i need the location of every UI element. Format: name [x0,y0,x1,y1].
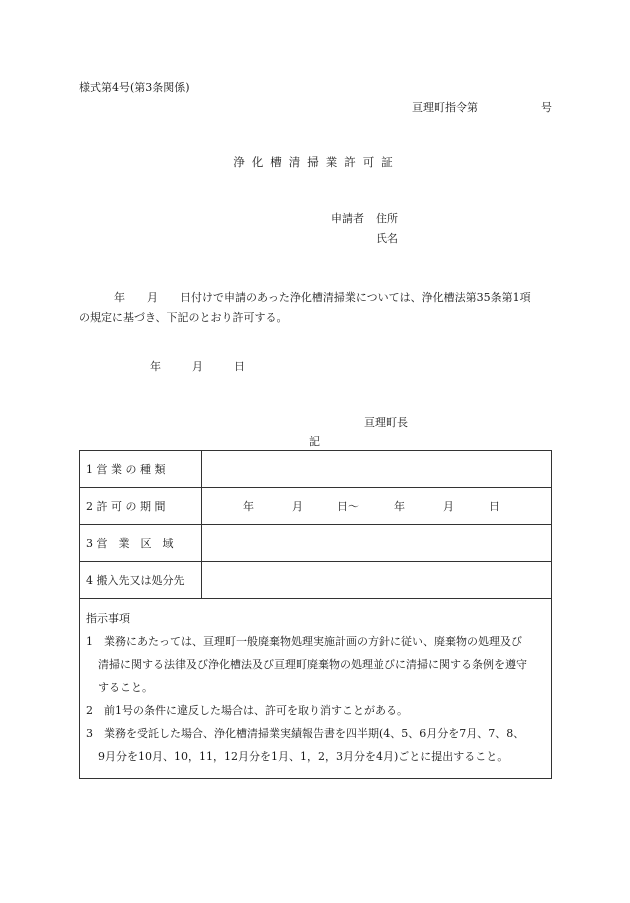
period-start-month: 月 [292,500,303,513]
instruction-line: 9月分を10月、10，11，12月分を1月、1，2，3月分を4月)ごとに提出すること。 [98,750,509,763]
permit-number-label: 亘理町指令第 [412,101,478,114]
body-text [79,288,551,328]
ki-label: 記 [309,435,320,448]
period-start-year: 年 [243,500,254,513]
issuer-label: 亘理町長 [364,416,408,429]
row-value-destination [202,562,551,598]
title-char: 槽 [270,155,286,169]
period-start-day: 日～ [337,500,359,513]
applicant-label: 申請者 [331,212,364,225]
title-char: 化 [251,155,268,169]
instructions-section [80,599,551,778]
title-char: 許 [344,155,360,169]
document-title [0,157,630,169]
title-char: 清 [288,155,305,169]
table-row [80,488,551,525]
row-value-permit-period [202,488,551,524]
body-line-2: の規定に基づき、下記のとおり許可する。 [79,311,288,324]
instruction-line: 2 前1号の条件に違反した場合は、許可を取り消すことがある。 [86,704,408,717]
date-day: 日 [234,360,245,373]
instruction-line: すること。 [98,681,153,694]
row-label-business-type: 1 営 業 の 種 類 [80,451,202,487]
form-number: 様式第4号(第3条関係) [79,81,190,94]
period-end-day: 日 [489,500,500,513]
period-end-month: 月 [443,500,454,513]
row-label-permit-period: 2 許 可 の 期 間 [80,488,202,524]
instructions-title: 指示事項 [86,612,130,625]
table-row [80,525,551,562]
instruction-line: 3 業務を受託した場合、浄化槽清掃業実績報告書を四半期(4、5、6月分を7月、7、8、 [86,727,525,740]
instruction-line: 清掃に関する法律及び浄化槽法及び亘理町廃棄物の処理並びに清掃に関する条例を遵守 [98,658,527,671]
body-line-1: 年 月 日付けで申請のあった浄化槽清掃業については、浄化槽法第35条第1項 [114,291,531,304]
instruction-line: 1 業務にあたっては、亘理町一般廃棄物処理実施計画の方針に従い、廃棄物の処理及び [86,635,522,648]
date-year: 年 [150,360,161,373]
title-char: 業 [325,155,342,169]
row-value-business-area [202,525,551,561]
table-row [80,562,551,599]
row-label-business-area: 3 営 業 区 域 [80,525,202,561]
title-char: 可 [362,155,379,169]
date-month: 月 [192,360,203,373]
title-char: 証 [381,155,397,169]
permit-number-suffix: 号 [541,101,552,114]
period-end-year: 年 [394,500,405,513]
title-char: 掃 [307,155,323,169]
issue-date [150,361,245,372]
row-value-business-type [202,451,551,487]
detail-table [79,450,552,779]
title-char: 浄 [233,155,249,169]
address-label: 住所 [376,212,398,225]
name-label: 氏名 [376,232,398,245]
table-row [80,451,551,488]
row-label-destination: 4 搬入先又は処分先 [80,562,202,598]
